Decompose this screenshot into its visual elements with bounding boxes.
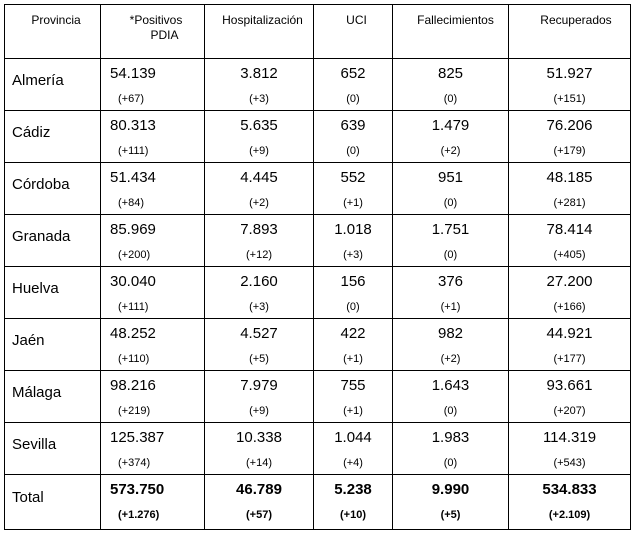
fallecimientos-value: 376 <box>437 273 464 290</box>
fallecimientos-cell <box>393 423 509 475</box>
hospitalizacion-cell <box>205 267 314 319</box>
fallecimientos-delta: (0) <box>443 249 458 261</box>
uci-value: 639 <box>340 117 366 134</box>
recuperados-cell <box>509 319 631 371</box>
uci-delta: (+10) <box>340 509 366 521</box>
fallecimientos-delta: (0) <box>443 457 458 469</box>
hospitalizacion-delta: (+5) <box>249 353 269 365</box>
uci-delta: (0) <box>346 145 360 157</box>
fallecimientos-cell <box>393 111 509 163</box>
hospitalizacion-value: 7.893 <box>240 221 278 238</box>
hospitalizacion-cell <box>205 423 314 475</box>
fallecimientos-delta: (0) <box>443 405 458 417</box>
uci-cell <box>314 163 393 215</box>
uci-cell <box>314 267 393 319</box>
table-row <box>5 111 631 163</box>
provincia-name: Granada <box>12 228 71 245</box>
uci-delta: (0) <box>346 93 360 105</box>
fallecimientos-value: 1.643 <box>431 377 470 394</box>
hospitalizacion-value: 4.445 <box>240 169 278 186</box>
covid-data-table <box>4 4 631 530</box>
table-row <box>5 423 631 475</box>
fallecimientos-cell <box>393 475 509 530</box>
recuperados-value: 27.200 <box>546 273 593 290</box>
fallecimientos-delta: (0) <box>443 93 458 105</box>
fallecimientos-delta: (+5) <box>440 509 461 521</box>
header-fallecimientos <box>393 5 509 59</box>
uci-cell <box>314 215 393 267</box>
fallecimientos-value: 825 <box>437 65 464 82</box>
provincia-cell <box>5 163 101 215</box>
hospitalizacion-cell <box>205 111 314 163</box>
recuperados-cell <box>509 163 631 215</box>
positivos-cell <box>101 319 205 371</box>
recuperados-cell <box>509 267 631 319</box>
positivos-delta: (+111) <box>118 301 149 313</box>
header-row <box>5 5 631 59</box>
positivos-delta: (+219) <box>118 405 151 417</box>
provincia-cell <box>5 59 101 111</box>
uci-delta: (+3) <box>343 249 363 261</box>
recuperados-value: 48.185 <box>546 169 593 186</box>
uci-delta: (+1) <box>343 405 363 417</box>
recuperados-value: 534.833 <box>542 481 597 498</box>
fallecimientos-cell <box>393 59 509 111</box>
uci-cell <box>314 59 393 111</box>
fallecimientos-delta: (+1) <box>440 301 461 313</box>
uci-value: 755 <box>340 377 366 394</box>
positivos-cell <box>101 111 205 163</box>
provincia-name: Sevilla <box>12 436 57 453</box>
fallecimientos-delta: (+2) <box>440 145 461 157</box>
positivos-delta: (+84) <box>118 197 144 209</box>
hospitalizacion-delta: (+3) <box>249 301 269 313</box>
uci-value: 1.018 <box>334 221 372 238</box>
recuperados-delta: (+281) <box>553 197 586 209</box>
uci-delta: (0) <box>346 301 360 313</box>
header-positivos-label: *Positivos <box>129 13 183 27</box>
recuperados-delta: (+2.109) <box>548 509 591 521</box>
recuperados-delta: (+405) <box>553 249 586 261</box>
recuperados-delta: (+177) <box>553 353 586 365</box>
recuperados-delta: (+543) <box>553 457 586 469</box>
positivos-value: 80.313 <box>110 117 156 134</box>
provincia-name: Córdoba <box>12 176 70 193</box>
positivos-value: 98.216 <box>110 377 156 394</box>
table-row <box>5 215 631 267</box>
hospitalizacion-cell <box>205 163 314 215</box>
uci-value: 1.044 <box>334 429 372 446</box>
table-row <box>5 267 631 319</box>
positivos-value: 125.387 <box>110 429 165 446</box>
fallecimientos-cell <box>393 371 509 423</box>
recuperados-value: 93.661 <box>546 377 593 394</box>
hospitalizacion-delta: (+14) <box>246 457 272 469</box>
fallecimientos-value: 1.479 <box>431 117 470 134</box>
header-provincia <box>5 5 101 59</box>
provincia-cell <box>5 371 101 423</box>
fallecimientos-value: 982 <box>437 325 464 342</box>
provincia-cell <box>5 423 101 475</box>
uci-value: 156 <box>340 273 366 290</box>
hospitalizacion-value: 7.979 <box>240 377 278 394</box>
positivos-delta: (+200) <box>118 249 151 261</box>
header-hospitalizacion <box>205 5 314 59</box>
provincia-name: Jaén <box>12 332 45 349</box>
header-hospitalizacion-label: Hospitalización <box>222 13 303 27</box>
recuperados-delta: (+207) <box>553 405 586 417</box>
recuperados-delta: (+179) <box>553 145 586 157</box>
hospitalizacion-cell <box>205 475 314 530</box>
recuperados-cell <box>509 423 631 475</box>
hospitalizacion-value: 2.160 <box>240 273 278 290</box>
uci-cell <box>314 475 393 530</box>
fallecimientos-cell <box>393 215 509 267</box>
total-row <box>5 475 631 530</box>
header-fallecimientos-label: Fallecimientos <box>417 13 494 27</box>
positivos-cell <box>101 59 205 111</box>
recuperados-value: 114.319 <box>542 429 597 446</box>
positivos-value: 85.969 <box>110 221 156 238</box>
hospitalizacion-cell <box>205 319 314 371</box>
hospitalizacion-delta: (+3) <box>249 93 269 105</box>
fallecimientos-value: 9.990 <box>431 481 470 498</box>
fallecimientos-cell <box>393 319 509 371</box>
uci-delta: (+1) <box>343 197 363 209</box>
uci-value: 652 <box>340 65 366 82</box>
uci-cell <box>314 371 393 423</box>
hospitalizacion-cell <box>205 59 314 111</box>
table-row <box>5 163 631 215</box>
positivos-delta: (+67) <box>118 93 144 105</box>
positivos-cell <box>101 475 205 530</box>
uci-delta: (+1) <box>343 353 363 365</box>
provincia-cell <box>5 319 101 371</box>
recuperados-value: 78.414 <box>546 221 593 238</box>
recuperados-value: 76.206 <box>546 117 593 134</box>
fallecimientos-value: 951 <box>437 169 464 186</box>
header-positivos <box>101 5 205 59</box>
hospitalizacion-delta: (+12) <box>246 249 272 261</box>
provincia-cell <box>5 111 101 163</box>
hospitalizacion-cell <box>205 215 314 267</box>
positivos-cell <box>101 423 205 475</box>
fallecimientos-delta: (+2) <box>440 353 461 365</box>
fallecimientos-value: 1.751 <box>431 221 470 238</box>
positivos-cell <box>101 267 205 319</box>
hospitalizacion-delta: (+57) <box>246 509 272 521</box>
header-provincia-label: Provincia <box>31 13 81 27</box>
table-row <box>5 371 631 423</box>
recuperados-cell <box>509 59 631 111</box>
positivos-delta: (+374) <box>118 457 151 469</box>
positivos-value: 54.139 <box>110 65 156 82</box>
provincia-name: Huelva <box>12 280 59 297</box>
uci-value: 552 <box>340 169 366 186</box>
positivos-delta: (+110) <box>118 353 150 365</box>
provincia-cell <box>5 267 101 319</box>
positivos-value: 573.750 <box>110 481 165 498</box>
positivos-cell <box>101 215 205 267</box>
hospitalizacion-value: 3.812 <box>240 65 278 82</box>
positivos-value: 30.040 <box>110 273 156 290</box>
positivos-value: 51.434 <box>110 169 156 186</box>
recuperados-cell <box>509 371 631 423</box>
positivos-value: 48.252 <box>110 325 156 342</box>
recuperados-value: 51.927 <box>546 65 593 82</box>
hospitalizacion-value: 5.635 <box>240 117 278 134</box>
uci-cell <box>314 423 393 475</box>
header-uci <box>314 5 393 59</box>
uci-delta: (+4) <box>343 457 363 469</box>
fallecimientos-cell <box>393 267 509 319</box>
header-recuperados <box>509 5 631 59</box>
uci-cell <box>314 111 393 163</box>
hospitalizacion-delta: (+9) <box>249 145 269 157</box>
positivos-cell <box>101 163 205 215</box>
recuperados-delta: (+151) <box>553 93 586 105</box>
positivos-cell <box>101 371 205 423</box>
hospitalizacion-value: 4.527 <box>240 325 278 342</box>
recuperados-cell <box>509 111 631 163</box>
hospitalizacion-cell <box>205 371 314 423</box>
header-pdia-label: PDIA <box>150 28 179 42</box>
provincia-name: Málaga <box>12 384 62 401</box>
header-uci-label: UCI <box>346 13 367 27</box>
fallecimientos-value: 1.983 <box>431 429 470 446</box>
header-recuperados-label: Recuperados <box>540 13 612 27</box>
recuperados-value: 44.921 <box>546 325 593 342</box>
uci-value: 5.238 <box>334 481 372 498</box>
provincia-name: Cádiz <box>12 124 51 141</box>
hospitalizacion-delta: (+9) <box>249 405 269 417</box>
recuperados-cell <box>509 475 631 530</box>
table-row <box>5 319 631 371</box>
provincia-cell <box>5 475 101 530</box>
table-row <box>5 59 631 111</box>
provincia-name: Total <box>12 489 44 506</box>
fallecimientos-cell <box>393 163 509 215</box>
uci-cell <box>314 319 393 371</box>
hospitalizacion-value: 10.338 <box>236 429 282 446</box>
recuperados-cell <box>509 215 631 267</box>
positivos-delta: (+1.276) <box>118 509 160 521</box>
provincia-cell <box>5 215 101 267</box>
provincia-name: Almería <box>12 72 64 89</box>
uci-value: 422 <box>340 325 366 342</box>
recuperados-delta: (+166) <box>553 301 586 313</box>
hospitalizacion-value: 46.789 <box>236 481 282 498</box>
fallecimientos-delta: (0) <box>443 197 458 209</box>
positivos-delta: (+111) <box>118 145 149 157</box>
hospitalizacion-delta: (+2) <box>249 197 269 209</box>
